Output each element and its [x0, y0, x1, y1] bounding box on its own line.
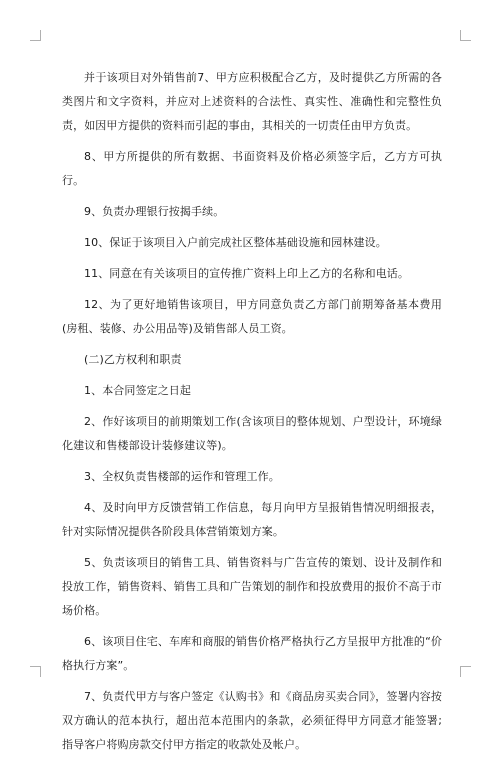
paragraph: 5、负责该项目的销售工具、销售资料与广告宣传的策划、设计及制作和投放工作，销售资料、销售工具和广告策划的制作和投放费用的报价不高于市场价格。 — [62, 556, 442, 617]
paragraph: 2、作好该项目的前期策划工作(含该项目的整体规划、户型设计，环境绿化建议和售楼部设计装修建议等)。 — [62, 415, 442, 452]
crop-mark-top-right — [460, 30, 471, 41]
section-heading: (二)乙方权利和职责 — [84, 353, 182, 366]
paragraph: 7、负责代甲方与客户签定《认购书》和《商品房买卖合同》，签署内容按双方确认的范本执行，超出范本范围内的条款，必须征得甲方同意才能签署;指导客户将购房款交付甲方指定的收款处及帐户。 — [62, 690, 442, 751]
paragraph: 6、该项目住宅、车库和商服的销售价格严格执行乙方呈报甲方批准的“价格执行方案”。 — [62, 635, 442, 672]
crop-mark-bottom-right — [460, 666, 471, 677]
paragraph: 8、甲方所提供的所有数据、书面资料及价格必须签字后，乙方方可执行。 — [62, 150, 442, 187]
paragraph: 9、负责办理银行按揭手续。 — [84, 205, 225, 218]
crop-mark-top-left — [30, 30, 41, 41]
paragraph: 3、全权负责售楼部的运作和管理工作。 — [84, 470, 280, 483]
paragraph: 1、本合同签定之日起 — [84, 384, 191, 397]
paragraph: 12、为了更好地销售该项目，甲方同意负责乙方部门前期筹备基本费用(房租、装修、办公用品等)及销售部人员工资。 — [62, 298, 442, 335]
paragraph: 4、及时向甲方反馈营销工作信息，每月向甲方呈报销售情况明细报表，针对实际情况提供各阶段具体营销策划方案。 — [62, 501, 442, 538]
document-body — [62, 66, 442, 764]
paragraph: 11、同意在有关该项目的宣传推广资料上印上乙方的名称和电话。 — [84, 267, 409, 280]
crop-mark-bottom-left — [30, 666, 41, 677]
paragraph: 10、保证于该项目入户前完成社区整体基础设施和园林建设。 — [84, 236, 387, 249]
paragraph: 并于该项目对外销售前7、甲方应积极配合乙方，及时提供乙方所需的各类图片和文字资料，并应对上述资料的合法性、真实性、准确性和完整性负责，如因甲方提供的资料而引起的事由，其相关的一切责任由甲方负责。 — [62, 71, 442, 132]
